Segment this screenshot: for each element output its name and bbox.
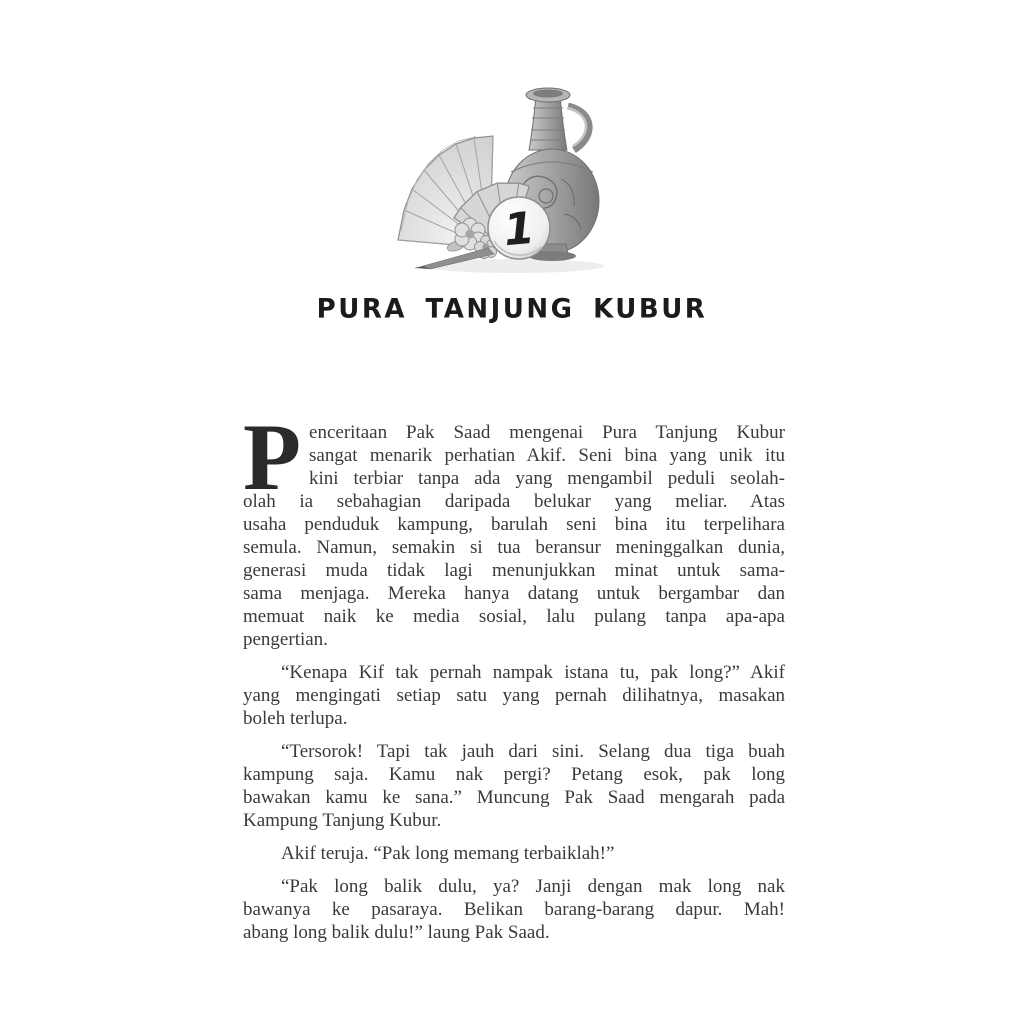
text-line: enceritaan Pak Saad mengenai Pura Tanjung Kubur (309, 422, 785, 443)
text-line: kini terbiar tanpa ada yang mengambil peduli seolah- (309, 468, 785, 489)
text-line: olah ia sebahagian daripada belukar yang meliar. Atas (243, 491, 785, 512)
text-line: pengertian. (243, 629, 328, 650)
text-line: bawakan kamu ke sana.” Muncung Pak Saad mengarah pada (243, 787, 785, 808)
paragraph (243, 842, 785, 865)
chapter-number-ball (488, 197, 550, 259)
text-line: yang mengingati setiap satu yang pernah dilihatnya, masakan (243, 685, 785, 706)
text-line: generasi muda tidak lagi menunjukkan minat untuk sama- (243, 560, 785, 581)
text-line: boleh terlupa. (243, 708, 348, 729)
chapter-title: PURA TANJUNG KUBUR (316, 293, 708, 325)
text-line: semula. Namun, semakin si tua beransur meninggalkan dunia, (243, 537, 785, 558)
text-line: usaha penduduk kampung, barulah seni bina itu terpelihara (243, 514, 785, 535)
text-line: “Kenapa Kif tak pernah nampak istana tu, pak long?” Akif (281, 662, 785, 683)
text-line: memuat naik ke media sosial, lalu pulang tanpa apa-apa (243, 606, 785, 627)
chapter-illustration (396, 84, 608, 276)
paragraph (243, 875, 785, 944)
text-line: kampung saja. Kamu nak pergi? Petang esok, pak long (243, 764, 785, 785)
text-line: sama menjaga. Mereka hanya datang untuk bergambar dan (243, 583, 785, 604)
text-line: bawanya ke pasaraya. Belikan barang-barang dapur. Mah! (243, 899, 785, 920)
text-line: abang long balik dulu!” laung Pak Saad. (243, 922, 550, 943)
body-text (243, 404, 785, 944)
paragraph (243, 661, 785, 730)
text-line: sangat menarik perhatian Akif. Seni bina yang unik itu (309, 445, 785, 466)
drop-cap: P (243, 404, 302, 510)
text-line: “Pak long balik dulu, ya? Janji dengan mak long nak (281, 876, 785, 897)
text-line: “Tersorok! Tapi tak jauh dari sini. Selang dua tiga buah (281, 741, 785, 762)
chapter-number: 1 (501, 202, 537, 257)
paragraph (243, 740, 785, 832)
text-line: Kampung Tanjung Kubur. (243, 810, 442, 831)
paragraph (243, 404, 785, 651)
text-line: Akif teruja. “Pak long memang terbaiklah!” (281, 843, 615, 864)
fan-and-vase-illustration (396, 84, 608, 276)
